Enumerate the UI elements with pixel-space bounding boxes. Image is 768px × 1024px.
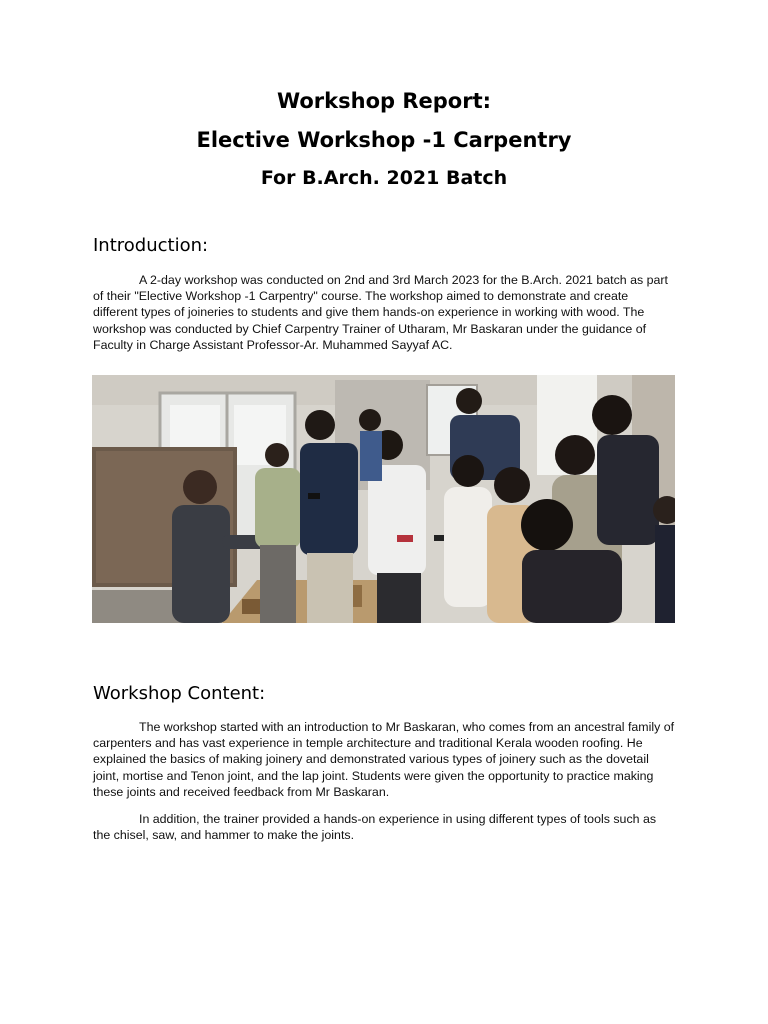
workshop-photo-image	[92, 375, 675, 623]
introduction-heading: Introduction:	[93, 235, 209, 256]
batch-subtitle: For B.Arch. 2021 Batch	[260, 167, 508, 189]
workshop-title: Elective Workshop -1 Carpentry	[196, 128, 572, 152]
workshop-content-paragraph-2	[93, 811, 676, 843]
workshop-photo	[92, 375, 675, 623]
report-title: Workshop Report:	[276, 89, 492, 113]
introduction-text: A 2-day workshop was conducted on 2nd and 3rd March 2023 for the B.Arch. 2021 batch as part of their "Elective Workshop -1 Carpentry" course. The workshop aimed to demonstrate and create different types of joineries to students and give them hands-on experience in working with wood. The workshop was conducted by Chief Carpentry Trainer of Utharam, Mr Baskaran under the guidance of Faculty in Charge Assistant Professor-Ar. Muhammed Sayyaf AC.	[93, 273, 668, 352]
workshop-content-text-2: In addition, the trainer provided a hands-on experience in using different types of tools such as the chisel, saw, and hammer to make the joints.	[93, 812, 657, 843]
workshop-content-heading: Workshop Content:	[93, 683, 266, 704]
workshop-content-text-1: The workshop started with an introduction to Mr Baskaran, who comes from an ancestral family of carpenters and has vast experience in temple architecture and traditional Kerala wooden roofing. He explained the basics of making joinery and demonstrated various types of joinery such as the dovetail joint, mortise and Tenon joint, and the lap joint. Students were given the opportunity to practice making these joints and received feedback from Mr Baskaran.	[93, 720, 675, 799]
introduction-paragraph	[93, 272, 676, 353]
workshop-content-paragraph-1	[93, 719, 676, 800]
